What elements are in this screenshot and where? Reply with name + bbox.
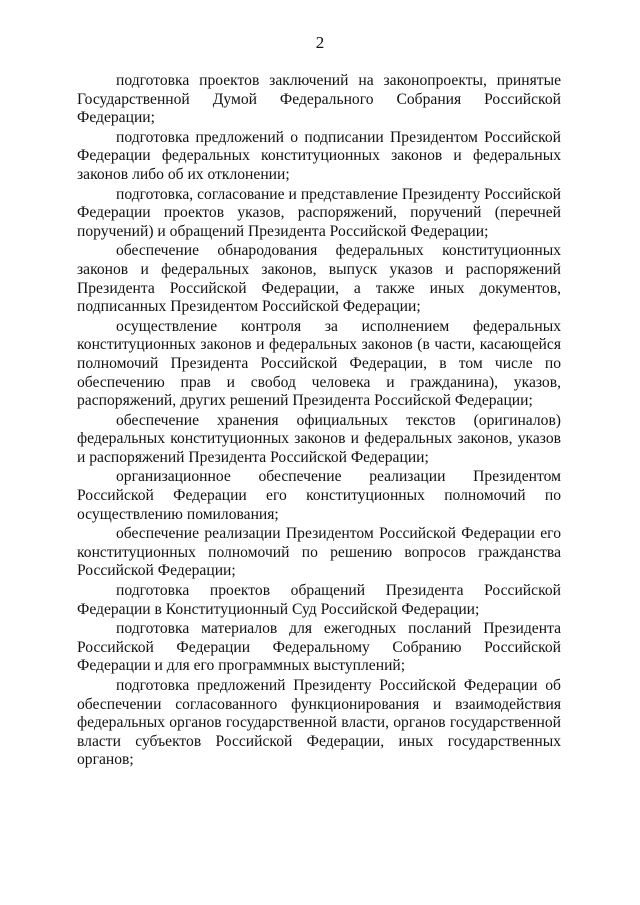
paragraph-bill-conclusions: подготовка проектов заключений на законопроекты, принятые Государственной Думой Федерального Собрания Российской Федерации;: [77, 72, 561, 127]
paragraph-citizenship: обеспечение реализации Президентом Российской Федерации его конституционных полномочий по решению вопросов гражданства Российской Федерации;: [77, 525, 561, 580]
paragraph-control: осуществление контроля за исполнением федеральных конституционных законов и федеральных законов (в части, касающейся полномочий Президента Российской Федерации, в том числе по обеспечению прав и свобод человека и гражданина), указов, распоряжений, других решений Президента Российской Федерации;: [77, 317, 561, 410]
paragraph-annual-address: подготовка материалов для ежегодных посланий Президента Российской Федерации Федеральному Собранию Российской Федерации и для его программных выступлений;: [77, 620, 561, 675]
paragraph-law-signing: подготовка предложений о подписании Президентом Российской Федерации федеральных конституционных законов и федеральных законов либо об их отклонении;: [77, 128, 561, 183]
paragraph-pardon: организационное обеспечение реализации Президентом Российской Федерации его конституционных полномочий по осуществлению помилования;: [77, 468, 561, 523]
paragraph-storage: обеспечение хранения официальных текстов (оригиналов) федеральных конституционных законов и федеральных законов, указов и распоряжений Президента Российской Федерации;: [77, 411, 561, 466]
paragraph-publication: обеспечение обнародования федеральных конституционных законов и федеральных законов, выпуск указов и распоряжений Президента Российской Федерации, а также иных документов, подписанных Президентом Российской Федерации;: [77, 242, 561, 316]
page-number: 2: [315, 33, 325, 52]
paragraph-coordination: подготовка предложений Президенту Российской Федерации об обеспечении согласованного функционирования и взаимодействия федеральных органов государственной власти, органов государственной власти субъектов Российской Федерации, иных государственных органов;: [77, 677, 561, 769]
document-body: [77, 72, 561, 771]
paragraph-constitutional-court: подготовка проектов обращений Президента Российской Федерации в Конституционный Суд Российской Федерации;: [77, 582, 561, 618]
paragraph-decree-drafts: подготовка, согласование и представление Президенту Российской Федерации проектов указов, распоряжений, поручений (перечней поручений) и обращений Президента Российской Федерации;: [77, 185, 561, 240]
